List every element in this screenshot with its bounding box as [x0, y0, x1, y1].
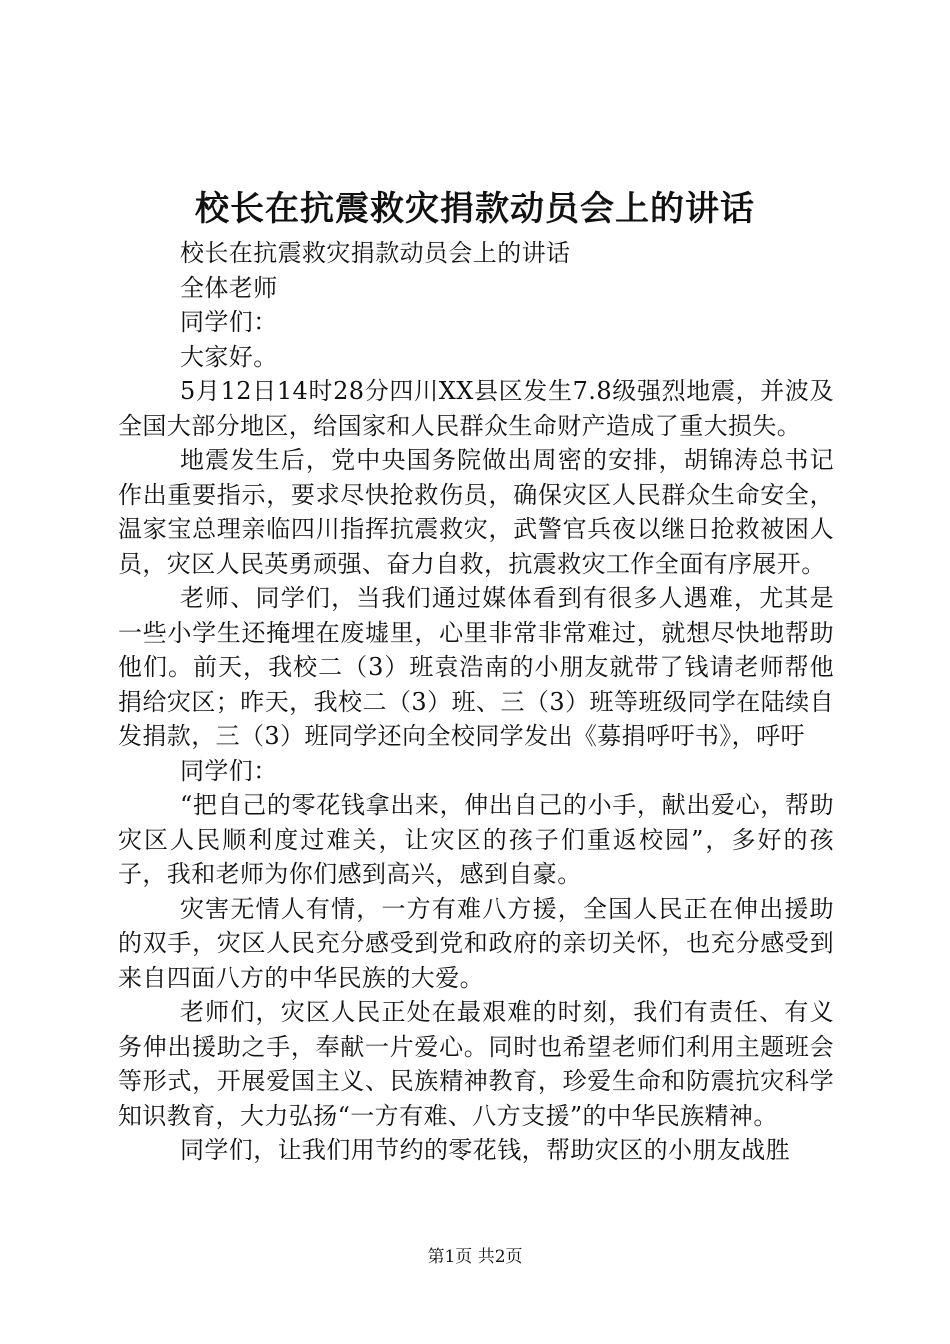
- paragraph-appeal-quote: “把自己的零花钱拿出来，伸出自己的小手，献出爱心，帮助灾区人民顺利度过难关，让灾区的孩子们重返校园”，多好的孩子，我和老师为你们感到高兴，感到自豪。: [118, 791, 834, 888]
- paragraph-government-response: 地震发生后，党中央国务院做出周密的安排，胡锦涛总书记作出重要指示，要求尽快抢救伤员，确保灾区人民群众生命安全，温家宝总理亲临四川指挥抗震救灾，武警官兵夜以继日抢救被困人员，灾区人民英勇顽强、奋力自救，抗震救灾工作全面有序展开。: [118, 446, 834, 578]
- paragraph-national-support: 灾害无情人有情，一方有难八方援，全国人民正在伸出援助的双手，灾区人民充分感受到党和政府的亲切关怀，也充分感受到来自四面八方的中华民族的大爱。: [118, 894, 834, 992]
- paragraph-teachers-call: 老师们，灾区人民正处在最艰难的时刻，我们有责任、有义务伸出援助之手，奉献一片爱心。同时也希望老师们利用主题班会等形式，开展爱国主义、民族精神教育，珍爱生命和防震抗灾科学知识教育，大力弘扬“一方有难、八方支援”的中华民族精神。: [118, 998, 834, 1130]
- paragraph-salutation-students: 同学们：: [180, 308, 278, 336]
- document-body: [118, 236, 834, 1168]
- paragraph-subtitle: 校长在抗震救灾捐款动员会上的讲话: [180, 239, 571, 267]
- paragraph-school-donations: 老师、同学们，当我们通过媒体看到有很多人遇难，尤其是一些小学生还掩埋在废墟里，心里非常非常难过，就想尽快地帮助他们。前天，我校二（3）班袁浩南的小朋友就带了钱请老师帮他捐给灾区；昨天，我校二（3）班、三（3）班等班级同学在陆续自发捐款，三（3）班同学还向全校同学发出《募捐呼吁书》，呼吁: [118, 584, 834, 750]
- paragraph-salutation-teachers: 全体老师: [180, 273, 278, 302]
- paragraph-students-call: 同学们，让我们用节约的零花钱，帮助灾区的小朋友战胜: [180, 1136, 790, 1164]
- paragraph-greeting: 大家好。: [180, 342, 278, 371]
- page-number: 第1页 共2页: [427, 1247, 523, 1267]
- paragraph-students-address: 同学们：: [180, 756, 278, 785]
- document-title: 校长在抗震救灾捐款动员会上的讲话: [195, 189, 755, 229]
- paragraph-earthquake: 5月12日14时28分四川XX县区发生7.8级强烈地震，并波及全国大部分地区，给国家和人民群众生命财产造成了重大损失。: [118, 377, 834, 440]
